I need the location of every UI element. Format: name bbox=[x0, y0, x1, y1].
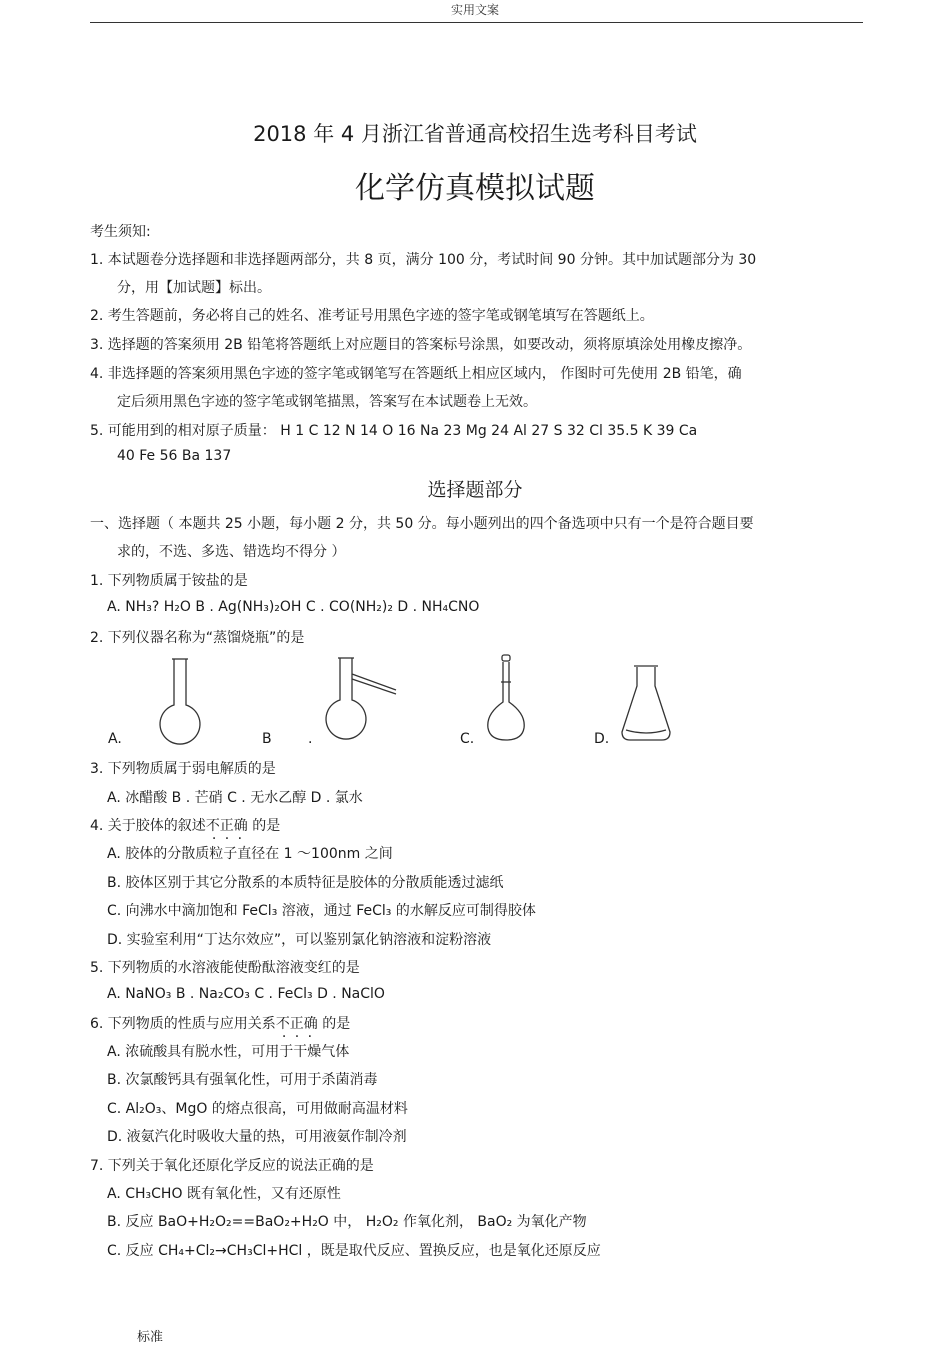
question-4-emphasis: 不正确 . . . bbox=[206, 818, 248, 834]
notice-2: 2. 考生答题前，务必将自己的姓名、准考证号用黑色字迹的签字笔或钢笔填写在答题纸上。 bbox=[90, 308, 654, 324]
question-7-option-a: A. CH₃CHO 既有氧化性，又有还原性 bbox=[107, 1186, 341, 1202]
question-4-stem-end: 的是 bbox=[247, 818, 281, 834]
question-4-stem bbox=[90, 815, 280, 835]
question-6-option-a: A. 浓硫酸具有脱水性，可用于干燥气体 bbox=[107, 1044, 350, 1060]
question-7-option-b: B. 反应 BaO+H₂O₂==BaO₂+H₂O 中， H₂O₂ 作氧化剂， BaO₂ 为氧化产物 bbox=[107, 1214, 587, 1230]
question-6-emphasis: 不正确 . . . bbox=[276, 1016, 318, 1032]
distilling-flask-icon bbox=[318, 652, 398, 748]
question-2-option-b: B bbox=[262, 731, 272, 747]
part-one-instructions-cont: 求的，不选、多选、错选均不得分 ） bbox=[117, 544, 346, 560]
question-2-stem: 2. 下列仪器名称为“蒸馏烧瓶”的是 bbox=[90, 630, 305, 646]
notice-4: 4. 非选择题的答案须用黑色字迹的签字笔或钢笔写在答题纸上相应区域内， 作图时可先使用 2B 铅笔，确 bbox=[90, 366, 742, 382]
notice-5-cont: 40 Fe 56 Ba 137 bbox=[117, 448, 232, 464]
conical-flask-icon bbox=[618, 660, 674, 744]
question-7-option-c: C. 反应 CH₄+Cl₂→CH₃Cl+HCl ，既是取代反应、置换反应，也是氧化还原反应 bbox=[107, 1243, 601, 1259]
notice-heading: 考生须知: bbox=[90, 224, 151, 240]
question-6-option-d: D. 液氨汽化时吸收大量的热，可用液氨作制冷剂 bbox=[107, 1129, 407, 1145]
question-4-option-d: D. 实验室利用“丁达尔效应”，可以鉴别氯化钠溶液和淀粉溶液 bbox=[107, 932, 492, 948]
question-6-stem-text: 6. 下列物质的性质与应用关系 bbox=[90, 1016, 276, 1032]
question-2-option-b-dot: . bbox=[308, 731, 313, 747]
question-5-stem: 5. 下列物质的水溶液能使酚酞溶液变红的是 bbox=[90, 960, 360, 976]
question-2-option-a: A. bbox=[108, 731, 122, 747]
notice-1: 1. 本试题卷分选择题和非选择题两部分，共 8 页，满分 100 分，考试时间 90 分钟。其中加试题部分为 30 bbox=[90, 252, 757, 268]
notice-1-cont: 分，用【加试题】标出。 bbox=[117, 280, 271, 296]
question-4-stem-text: 4. 关于胶体的叙述 bbox=[90, 818, 206, 834]
notice-5: 5. 可能用到的相对原子质量： H 1 C 12 N 14 O 16 Na 23 Mg 24 Al 27 S 32 Cl 35.5 K 39 Ca bbox=[90, 423, 698, 439]
volumetric-flask-icon bbox=[482, 652, 532, 746]
question-3-stem: 3. 下列物质属于弱电解质的是 bbox=[90, 761, 276, 777]
exam-title: 2018 年 4 月浙江省普通高校招生选考科目考试 bbox=[253, 122, 697, 146]
notice-3: 3. 选择题的答案须用 2B 铅笔将答题纸上对应题目的答案标号涂黑，如要改动，须将原填涂处用橡皮擦净。 bbox=[90, 337, 752, 353]
page-header: 实用文案 bbox=[450, 3, 499, 17]
part-one-instructions: 一、选择题（ 本题共 25 小题，每小题 2 分，共 50 分。每小题列出的四个备选项中只有一个是符合题目要 bbox=[90, 516, 754, 532]
question-1-options: A. NH₃? H₂O B . Ag(NH₃)₂OH C . CO(NH₂)₂ D . NH₄CNO bbox=[107, 599, 480, 615]
header-rule bbox=[90, 22, 863, 23]
section-title: 选择题部分 bbox=[427, 479, 523, 501]
question-6-stem bbox=[90, 1013, 350, 1033]
page-footer: 标准 bbox=[137, 1330, 164, 1345]
notice-4-cont: 定后须用黑色字迹的签字笔或钢笔描黑，答案写在本试题卷上无效。 bbox=[117, 394, 537, 410]
question-3-options: A. 冰醋酸 B . 芒硝 C . 无水乙醇 D . 氯水 bbox=[107, 790, 363, 806]
question-1-stem: 1. 下列物质属于铵盐的是 bbox=[90, 573, 248, 589]
question-6-option-b: B. 次氯酸钙具有强氧化性，可用于杀菌消毒 bbox=[107, 1072, 378, 1088]
question-4-option-b: B. 胶体区别于其它分散系的本质特征是胶体的分散质能透过滤纸 bbox=[107, 875, 504, 891]
round-bottom-flask-icon bbox=[150, 655, 210, 745]
exam-subtitle: 化学仿真模拟试题 bbox=[355, 171, 595, 206]
question-4-option-a: A. 胶体的分散质粒子直径在 1 ～100nm 之间 bbox=[107, 846, 393, 862]
question-4-option-c: C. 向沸水中滴加饱和 FeCl₃ 溶液，通过 FeCl₃ 的水解反应可制得胶体 bbox=[107, 903, 536, 919]
question-5-options: A. NaNO₃ B . Na₂CO₃ C . FeCl₃ D . NaClO bbox=[107, 986, 385, 1002]
question-2-option-c: C. bbox=[460, 731, 475, 747]
question-2-option-d: D. bbox=[594, 731, 610, 747]
question-7-stem: 7. 下列关于氧化还原化学反应的说法正确的是 bbox=[90, 1158, 374, 1174]
question-6-option-c: C. Al₂O₃、MgO 的熔点很高，可用做耐高温材料 bbox=[107, 1101, 408, 1117]
question-6-stem-end: 的是 bbox=[317, 1016, 351, 1032]
